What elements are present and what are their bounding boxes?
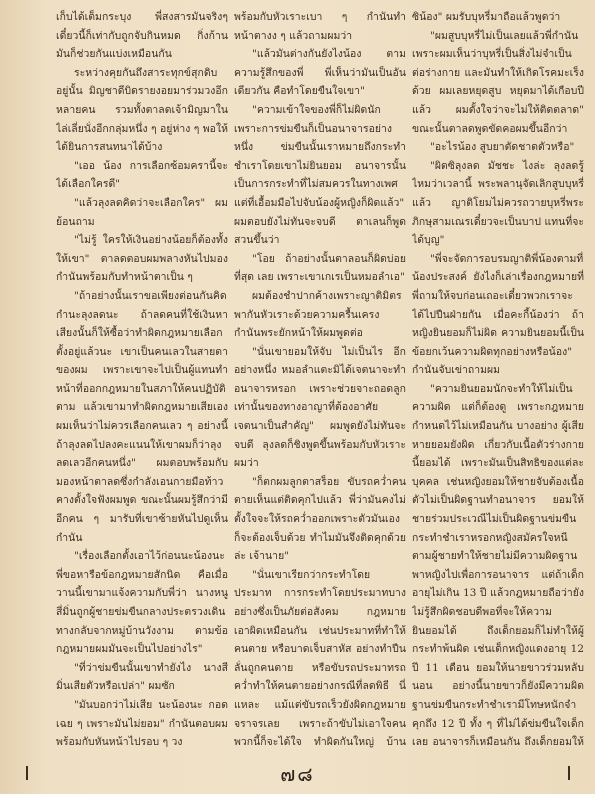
- text-column-left: [56, 8, 228, 748]
- paragraph: "อะไรน้อง สูบยาตัดชาดตัวหรือ": [430, 141, 575, 154]
- paragraph: "แล้วมันต่างกันยังไงน้อง ตามความรู้สึกของพี่ พี่เห็นว่ามันเป็นอันเดียวกัน คือทำโดยขืนใจเขา": [234, 48, 406, 98]
- paragraph: เก็บได้เต็มกระบุง พี่สงสารมันจริงๆ เดี๋ยวนี้ก็เท่ากับถูกจับกินหมด กิ่งก้านมันก็ช่วยกันแบ่งเหมือนกัน: [56, 11, 228, 61]
- paragraph: "ถ้าอย่างนั้นเราขอเพียงต่อนกันคิดกำนะลุงลดนะ ถ้าลดคนที่ใช้เงินหาเสียงนั้นก็ให้ซื้อว่าทำผิดกฎหมายเลือกตั้งอยู่แล้วนะ เขาเป็นคนเลวในสายตาของผม เพราะเขาจะไปเป็นผู้แทนทำหน้าที่ออกกฎหมายในสภาให้คนปฏิบัติตาม แล้วเขามาทำผิดกฎหมายเสียเอง ผมเห็นว่าไม่ควรเลือกคนเลว ๆ อย่างนี้ ถ้าลุงลดไปลงคะแนนให้เขาผมก็ว่าลุงลดเลวอีกคนหนึ่ง" ผมตอบพร้อมกับมองหน้าตาลดซึ่งกำลังเอนกายมือท้าวคางตั้งใจฟังผมพูด ขณะนั้นผมรู้สึกว่ามีอีกคน ๆ มารับที่เขาซ้ายหันไปดูเห็นกำนัน: [56, 289, 228, 544]
- paragraph: "ผมสูบบุหรี่ไม่เป็นเลยแล้วพี่กำนัน เพราะผมเห็นว่าบุหรี่เป็นสิ่งไม่จำเป็นต่อร่างกาย และมันทำให้เกิดโรคมะเร็งด้วย ผมเลยหยุดสูบ หยุดมาได้เกือบปีแล้ว ผมตั้งใจว่าจะไม่ให้ติดตลาด" ขณะนั้นตาลดพูดขัดคอผมขึ้นอีกว่า: [412, 29, 584, 135]
- paragraph: "ความเข้าใจของพี่ก็ไม่ผิดนัก เพราะการข่มขืนก็เป็นอนาจารอย่างหนึ่ง ข่มขืนนั้นเราหมายถึงกระทำชำเราโดยเขาไม่ยินยอม อนาจารนั้นเป็นการกระทำที่ไม่สมควรในทางเพศ แต่ที่เอื้อมมือไปจับน้องผู้หญิงก็ผิดแล้ว" ผมตอบยังไม่ทันจะจบดี ตาเลนก็พูดสวนขึ้นว่า: [234, 103, 406, 247]
- paragraph: "โอย ถ้าอย่างนั้นตาลอนก็ผิดบ่อยที่สุด เลย เพราะเขาเกเรเป็นหมอลำเอ": [234, 252, 406, 284]
- page-number: ๗๘: [280, 762, 315, 786]
- text-column-right: [412, 8, 584, 748]
- paragraph: ระหว่างคุยกันถึงสาระทุกข์สุกดิบอยู่นั้น มิญชาดีบิดรายงอยมาร่วมวงอีกหลายคน รวมทั้งตาลดเจ้ามิญมาในไล่เลี่ยนั่งอีกกลุ่มหนึ่ง ๆ อยู่ห่าง ๆ พอให้ได้ยินการสนทนาได้บ้าง: [56, 66, 228, 154]
- paragraph: "นั่นเขายอมให้จับ ไม่เป็นไร อีกอย่างหนึ่ง หมอลำแตะมิได้เจตนาจะทำอนาจารหรอก เพราะช่วยจาะถอดลูกเท่านั้นของทางอาญาที่ต้องอาศัยเจตนาเป็นสำคัญ" ผมพูดยังไม่ทันจะจบดี ลุงลดก็ชิงพูดขึ้นพร้อมกับหัวเราะผมว่า: [234, 345, 406, 470]
- paragraph: "นั่นเขาเรียกว่ากระทำโดยประมาท การกระทำโดยประมาทบางอย่างซึ่งเป็นภัยต่อสังคม กฎหมายเอาผิดเหมือนกัน เช่นประมาทที่ทำให้คนตาย หรือบาดเจ็บสาหัส อย่างทำปืนลั่นถูกคนตาย หรือขับรถประมาทรถคว่ำทำให้คนตายอย่างกรณีที่ลดพิธี นี่แหละ แม้แต่ขับรถเร็วยังผิดกฎหมายจราจรเลย เพราะถ้าขับไม่เอาใจคนพวกนี้ก็จะได้ใจ ทำผิดกันใหญ่ บ้าน: [234, 568, 406, 748]
- paragraph: "ที่ว่าข่มขืนนั้นเขาทำยังไง นางสีมิ่นเสียตัวหรือเปล่า" ผมซัก: [56, 661, 228, 693]
- paragraph: ผมต้องชำปากค้างเพราะญาติมิตรพากันหัวเราะด้วยความครื้นเครง กำนันพระยักหน้าให้ผมพูดต่อ: [234, 289, 402, 340]
- paragraph: "แล้วลุงลดคิดว่าจะเลือกใคร" ผมย้อนถาม: [56, 196, 228, 228]
- paragraph: "ก็ตกผมลูกตาสร็อย ขับรถคว่ำคนตายเห็นแต่ติดคุกไปแล้ว พี่ว่ามันคงไม่ตั้งใจจะให้รถคว่ำออกเพราะตัวมันเองก็จะต้องเจ็บด้วย ทำไมมันจึงติดคุกด้วยล่ะ เจ้านาย": [234, 475, 406, 563]
- paragraph: ซิน้อง" ผมรับบุหรี่มาถือแล้วพูดว่า: [412, 11, 561, 23]
- paragraph: "มันบอกว่าไม่เสีย นะน้องนะ กอดเฉย ๆ เพราะมันไม่ยอม" กำนันตอบผมพร้อมกับหันหน้าไปรอบ ๆ วง: [56, 698, 228, 748]
- paragraph: "เออ น้อง การเลือกซ้อมครานี้จะได้เลือกใครดี": [56, 159, 228, 191]
- paragraph: "ผิดซิลุงลด มัชชะ ไงล่ะ ลุงลดรู้ไหมว่าเวลานี้ พระพลานุจัดเลิกสูบบุหรี่แล้ว ญาติโยมไม่ควรถวายบุหรี่พระภิกษุสามเณรเดี๋ยวจะเป็นบาป แทนที่จะได้บุญ": [412, 159, 584, 247]
- paragraph: พร้อมกับหัวเราะเบา ๆ กำนันทำหน้าตางง ๆ แล้วถามผมว่า: [234, 11, 406, 42]
- paragraph: "พี่จะจัดการอบรมญาติพี่น้องตามที่น้องประสงค์ ยังไงก็เล่าเรื่องกฎหมายที่พี่ถามให้จบก่อนเถอะเดี๋ยวพวกเราจะได้ไปปืนฝ่ายกัน เมื่อคะกี้น้องว่า ถ้าหญิงยินยอมก็ไม่ผิด ความยินยอมนี้เป็นข้อยกเว้นความผิดทุกอย่างหรือน้อง" กำนันจับเข่าถามผม: [412, 252, 584, 377]
- text-column-middle: [234, 8, 406, 748]
- paragraph: "ไม่รู้ ใครให้เงินอย่างน้อยก็ต้องทั้งให้เขา" ตาลดตอบผมพลางหันไปมองกำนันพร้อมกับทำหน้าตาเป็น ๆ: [56, 234, 228, 284]
- text-columns: [56, 8, 586, 748]
- paragraph: "เรื่องเลือกตั้งเอาไว้ก่อนนะน้องนะ พี่ขอหารือข้อกฎหมายสักนิด คือเมื่อวานนี้เขามาแจ้งความกับพี่ว่า นางหนูสี่มิ่นถูกผู้ชายข่มขืนกลางประตรวงเดินทางกลับจากหมู่บ้านวังงาม ตามข้อกฎหมายผมมันจะเป็นไปอย่างไร": [56, 550, 228, 656]
- paragraph: "ความยินยอมนักจะทำให้ไม่เป็นความผิด แต่ก็ต้องดู เพราะกฎหมายกำหนดไว้ไม่เหมือนกัน บางอย่าง ผู้เสียหายยอมยังผิด เกี่ยวกับเนื้อตัวร่างกายนี้ยอมได้ เพราะมันเป็นสิทธิของแต่ละบุคคล เช่นหญิงยอมให้ชายจับต้องเนื้อตัวไม่เป็นผิดฐานทำอนาจาร ยอมให้ชายร่วมประเวณีไม่เป็นผิดฐานข่มขืนกระทำชำเราหรอกหญิงสมัครใจหนีตามผู้ชายทำให้ชายไม่มีความผิดฐานพาหญิงไปเพื่อการอนาจาร แต่ถ้าเด็กอายุไม่เกิน 13 ปี แล้วกฎหมายถือว่ายังไม่รู้สึกผิดชอบดีพอที่จะให้ความยินยอมได้ ถึงเด็กยอมก็ไม่ทำให้ผู้กระทำพ้นผิด เช่นเด็กหญิงแดงอายุ 12 ปี 11 เดือน ยอมให้นายขาวร่วมหลับนอน อย่างนี้นายขาวก็ยังมีความผิดฐานข่มขืนกระทำชำเรามีโทษหนักจำคุกถึง 12 ปี ทั้ง ๆ ที่ไม่ได้ข่มขืนใจเด็กเลย อนาจารก็เหมือนกัน ถึงเด็กยอมให้: [412, 382, 584, 748]
